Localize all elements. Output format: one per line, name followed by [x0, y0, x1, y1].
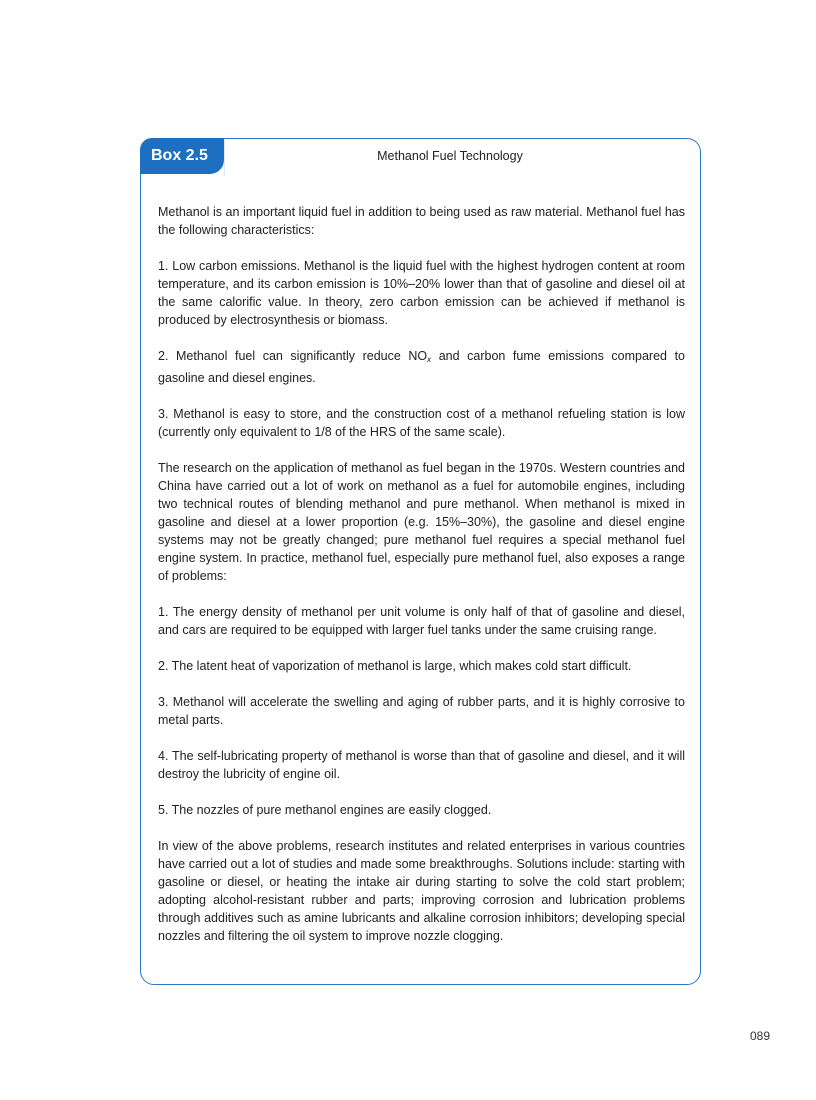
paragraph: 3. Methanol is easy to store, and the construction cost of a methanol refueling station is low (currently only equivalent to 1/8 of the HRS of the same scale). [158, 407, 685, 439]
page-number: 089 [750, 1029, 771, 1043]
paragraph: 4. The self-lubricating property of methanol is worse than that of gasoline and diesel, and it will destroy the lubricity of engine oil. [158, 749, 685, 781]
paragraph-nox [158, 347, 685, 387]
paragraph: The research on the application of methanol as fuel began in the 1970s. Western countries and China have carried out a lot of work on methanol as a fuel for automobile engines, including two technical routes of blending methanol and pure methanol. When methanol is mixed in gasoline and diesel at a lower proportion (e.g. 15%–30%), the gasoline and diesel engine systems may not be greatly changed; pure methanol fuel requires a special methanol fuel engine system. In practice, methanol fuel, especially pure methanol fuel, also exposes a range of problems: [158, 461, 685, 583]
paragraph: 1. Low carbon emissions. Methanol is the liquid fuel with the highest hydrogen content at room temperature, and its carbon emission is 10%–20% lower than that of gasoline and diesel oil at the same calorific value. In theory, zero carbon emission can be achieved if methanol is produced by electrosynthesis or biomass. [158, 259, 685, 327]
paragraph: 5. The nozzles of pure methanol engines are easily clogged. [158, 803, 492, 817]
paragraph: 3. Methanol will accelerate the swelling and aging of rubber parts, and it is highly corrosive to metal parts. [158, 695, 685, 727]
text: 2. Methanol fuel can significantly reduce NO [158, 349, 428, 363]
paragraph: In view of the above problems, research institutes and related enterprises in various countries have carried out a lot of studies and made some breakthroughs. Solutions include: starting with gasoline or diesel, or heating the intake air during starting to solve the cold start problem; adopting alcohol-resistant rubber and parts; improving corrosion and lubrication problems through additives such as amine lubricants and alkaline corrosion inhibitors; developing special nozzles and filtering the oil system to improve nozzle clogging. [158, 839, 685, 943]
box-title: Methanol Fuel Technology [377, 149, 523, 163]
box-label: Box 2.5 [140, 138, 224, 174]
paragraph: Methanol is an important liquid fuel in addition to being used as raw material. Methanol fuel has the following characteristics: [158, 205, 685, 237]
box-content [158, 203, 685, 963]
subscript: x [427, 355, 432, 364]
tab-divider [224, 140, 225, 176]
paragraph: 1. The energy density of methanol per unit volume is only half of that of gasoline and diesel, and cars are required to be equipped with larger fuel tanks under the same cruising range. [158, 605, 685, 637]
text: and carbon fume emissions compared to gasoline and diesel engines. [158, 349, 685, 385]
paragraph: 2. The latent heat of vaporization of methanol is large, which makes cold start difficult. [158, 659, 632, 673]
